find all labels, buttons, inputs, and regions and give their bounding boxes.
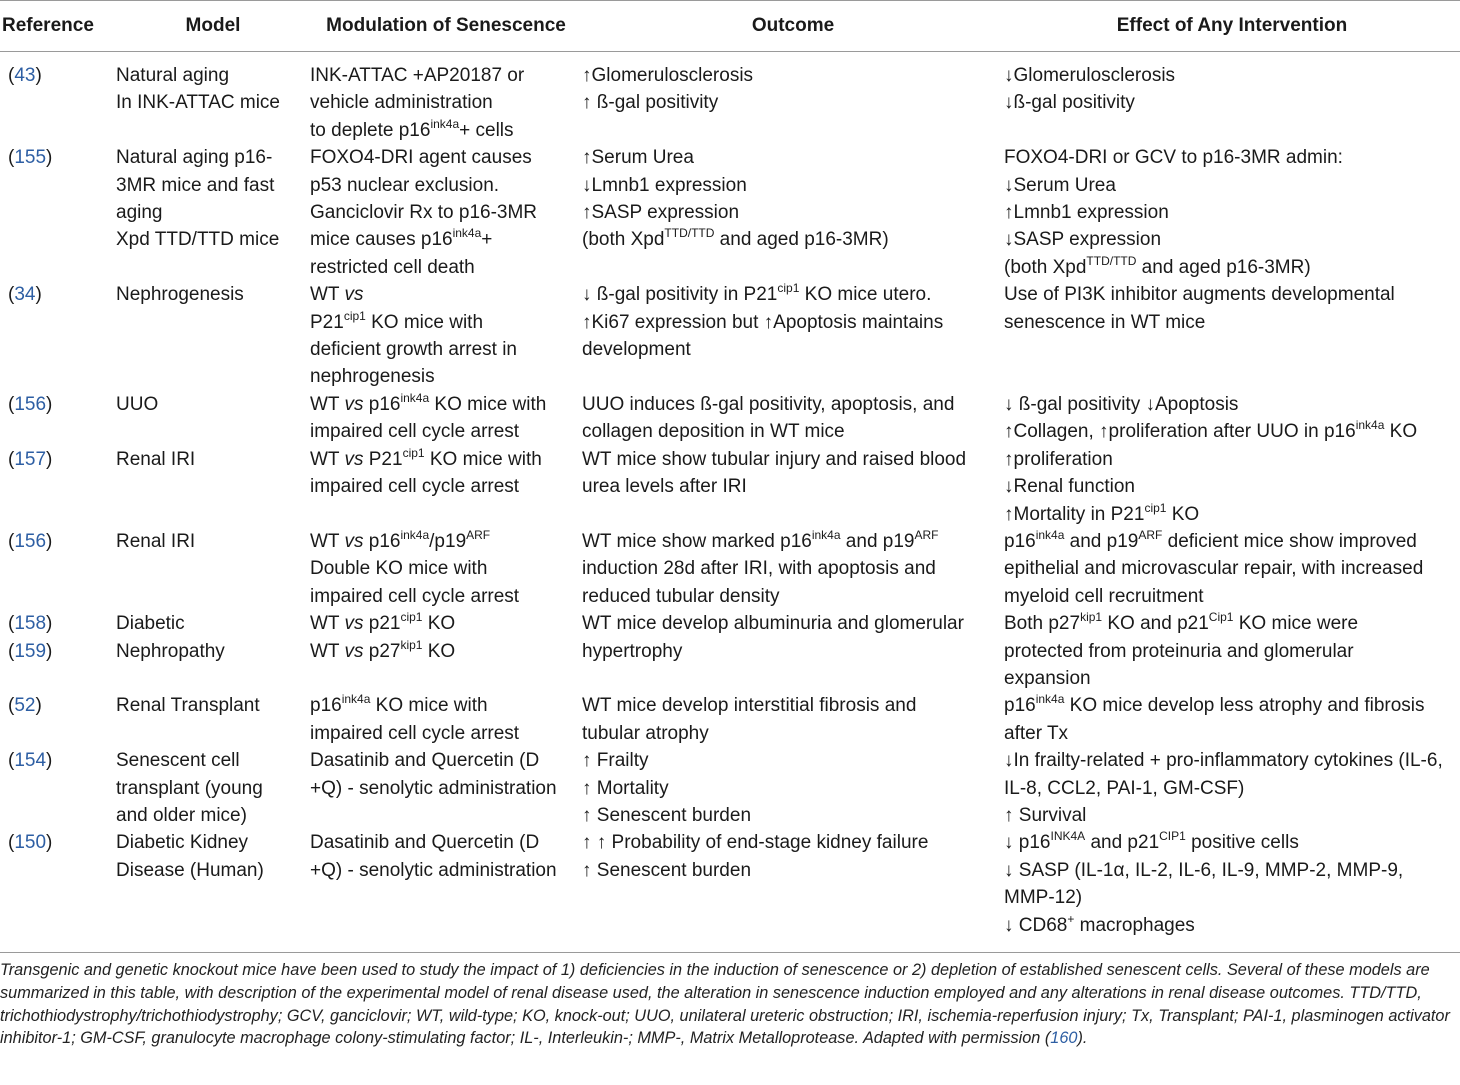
cell-modulation-line: vehicle administration — [310, 92, 493, 114]
cell-reference — [0, 52, 116, 145]
table-row — [0, 747, 1460, 829]
cell-effect-line: $p16^{ink4a}$ KO mice develop less atrophy and fibrosis — [1004, 692, 1425, 717]
cell-modulation — [310, 52, 582, 145]
cell-modulation-line: impaired cell cycle arrest — [310, 585, 520, 607]
cell-effect-line: ↑Mortality in $P21^{cip1}$ KO — [1004, 500, 1200, 525]
reference-citation: (155) — [8, 147, 53, 169]
reference-citation: (34) — [8, 284, 42, 306]
cell-model — [116, 747, 310, 829]
cell-modulation — [310, 281, 582, 391]
cell-modulation-line: impaired cell cycle arrest — [310, 722, 520, 744]
cell-modulation — [310, 144, 582, 281]
reference-link[interactable]: 155 — [14, 147, 47, 169]
cell-effect — [1004, 281, 1460, 391]
cell-effect-line: $p16^{ink4a}$ and $p19^{ARF}$ deficient mice show improved — [1004, 527, 1417, 552]
cell-effect-line: ↓ $p16^{INK4A}$ and $p21^{CIP1}$ positive cells — [1004, 829, 1299, 854]
cell-model-line: Xpd TTD/TTD mice — [116, 229, 280, 251]
header-row — [0, 1, 1460, 52]
reference-link[interactable]: 157 — [14, 448, 47, 470]
cell-model-line: Diabetic Kidney — [116, 832, 249, 854]
cell-effect — [1004, 52, 1460, 145]
cell-effect-line: Both $p27^{kip1}$ KO and $p21^{Cip1}$ KO mice were — [1004, 610, 1359, 635]
reference-link[interactable]: 34 — [14, 284, 36, 306]
cell-outcome-line: urea levels after IRI — [582, 476, 747, 498]
cell-model — [116, 528, 310, 610]
cell-modulation-line: Ganciclovir Rx to p16-3MR — [310, 202, 538, 224]
cell-modulation — [310, 446, 582, 528]
cell-modulation — [310, 747, 582, 829]
cell-outcome-line: induction 28d after IRI, with apoptosis and — [582, 558, 936, 580]
cell-modulation-line: Dasatinib and Quercetin (D — [310, 832, 540, 854]
table-row — [0, 610, 1460, 692]
cell-modulation-line: impaired cell cycle arrest — [310, 421, 520, 443]
cell-modulation-line: Dasatinib and Quercetin (D — [310, 750, 540, 772]
cell-effect-line: senescence in WT mice — [1004, 311, 1206, 333]
cell-effect-line: FOXO4-DRI or GCV to p16-3MR admin: — [1004, 147, 1343, 169]
cell-effect-line: ↓Renal function — [1004, 476, 1135, 498]
cell-model-line: and older mice) — [116, 804, 247, 826]
cell-modulation-line: INK-ATTAC +AP20187 or — [310, 65, 525, 86]
cell-effect-line: IL-8, CCL2, PAI-1, GM-CSF) — [1004, 777, 1245, 799]
cell-reference — [0, 144, 116, 281]
cell-model — [116, 281, 310, 391]
reference-link[interactable]: 156 — [14, 530, 47, 552]
header-effect: Effect of Any Intervention — [1004, 1, 1460, 52]
cell-modulation-line: WT vs — [310, 284, 364, 306]
cell-outcome-line: ↑ Mortality — [582, 777, 669, 799]
cell-effect-line: epithelial and microvascular repair, with increased — [1004, 558, 1424, 580]
reference-link[interactable]: 150 — [14, 832, 47, 854]
cell-reference — [0, 391, 116, 446]
cell-outcome — [582, 144, 1004, 281]
cell-model — [116, 52, 310, 145]
cell-model-line: Nephrogenesis — [116, 284, 244, 306]
reference-citation: (150) — [8, 832, 53, 854]
cell-effect-line: MMP-12) — [1004, 887, 1083, 909]
cell-effect — [1004, 692, 1460, 747]
cell-modulation — [310, 528, 582, 610]
cell-effect-line: ↓In frailty-related + pro-inflammatory cytokines (IL-6, — [1004, 750, 1443, 772]
cell-outcome-line: ↑ ↑ Probability of end-stage kidney failure — [582, 832, 929, 854]
cell-effect-line: ↓ß-gal positivity — [1004, 92, 1135, 114]
cell-modulation-line: +Q) - senolytic administration — [310, 777, 557, 799]
cell-model-line: Senescent cell — [116, 750, 240, 772]
cell-effect-line: ↓ CD68+ macrophages — [1004, 911, 1195, 936]
reference-citation: (52) — [8, 695, 42, 717]
cell-outcome-line: reduced tubular density — [582, 585, 780, 607]
cell-outcome — [582, 446, 1004, 528]
cell-effect-line: after Tx — [1004, 722, 1069, 744]
cell-model-line: Renal Transplant — [116, 695, 260, 717]
cell-modulation-line: nephrogenesis — [310, 366, 435, 388]
cell-effect — [1004, 528, 1460, 610]
cell-model-line: Renal IRI — [116, 530, 196, 552]
table-row — [0, 829, 1460, 939]
cell-model-line: 3MR mice and fast — [116, 174, 275, 196]
header-model: Model — [116, 1, 310, 52]
cell-effect — [1004, 391, 1460, 446]
cell-effect-line: ↓SASP expression — [1004, 229, 1162, 251]
cell-outcome-line: ↓Lmnb1 expression — [582, 174, 747, 196]
cell-modulation — [310, 829, 582, 939]
cell-modulation-line: p53 nuclear exclusion. — [310, 174, 500, 196]
cell-modulation — [310, 391, 582, 446]
cell-outcome-line: WT mice show marked $p16^{ink4a}$ and $p19^{ARF}$ — [582, 527, 939, 552]
cell-model — [116, 144, 310, 281]
cell-model-line: UUO — [116, 393, 159, 415]
table-row — [0, 528, 1460, 610]
reference-citation: (159) — [8, 640, 53, 662]
reference-link[interactable]: 43 — [14, 65, 36, 86]
footnote-end: ). — [1077, 1029, 1088, 1048]
cell-modulation-line: WT vs $p16^{ink4a}$ KO mice with — [310, 390, 547, 415]
cell-outcome-line: ↑ Senescent burden — [582, 859, 752, 881]
cell-outcome — [582, 692, 1004, 747]
cell-outcome-line: (both Xpd$^{TTD/TTD}$ and aged p16-3MR) — [582, 226, 889, 251]
footnote-text: Transgenic and genetic knockout mice have been used to study the impact of 1) deficiencies in the induction of senescence or 2) depletion of established senescent cells. Several of these models are summarized in this table, with description of the experimental model of renal disease used, the alteration in senescence induction employed and any alterations in renal disease outcomes. TTD/TTD, trichothiodystrophy/trichothiodystrophy; GCV, ganciclovir; WT, wild-type; KO, knock-out; UUO, unilateral ureteric obstruction; IRI, ischemia-reperfusion injury; Tx, Transplant; PAI-1, plasminogen activator inhibitor-1; GM-CSF, granulocyte macrophage colony-stimulating factor; IL-, Interleukin-; MMP-, Matrix Metalloprotease. Adapted with permission ( — [0, 961, 1450, 1048]
cell-outcome-line: ↑ Senescent burden — [582, 804, 752, 826]
cell-modulation-line: WT vs $p21^{cip1}$ KO — [310, 610, 456, 635]
cell-modulation-line: +Q) - senolytic administration — [310, 859, 557, 881]
cell-effect-line: ↓ ß-gal positivity ↓Apoptosis — [1004, 393, 1239, 415]
cell-effect — [1004, 144, 1460, 281]
cell-effect-line: ↑proliferation — [1004, 448, 1113, 470]
cell-reference — [0, 829, 116, 939]
table-row — [0, 144, 1460, 281]
cell-modulation-line: $p16^{ink4a}$ KO mice with — [310, 692, 488, 717]
cell-modulation-line: WT vs $P21^{cip1}$ KO mice with — [310, 445, 542, 470]
reference-citation: (158) — [8, 613, 53, 635]
cell-outcome-line: ↑ ß-gal positivity — [582, 92, 719, 114]
cell-modulation-line: Double KO mice with — [310, 558, 488, 580]
cell-modulation-line: WT vs $p27^{kip1}$ KO — [310, 637, 456, 662]
cell-effect-line: (both Xpd$^{TTD/TTD}$ and aged p16-3MR) — [1004, 253, 1311, 278]
cell-outcome — [582, 391, 1004, 446]
reference-citation: (154) — [8, 750, 53, 772]
cell-effect-line: ↑Collagen, ↑proliferation after UUO in $p16^{ink4a}$ KO — [1004, 418, 1418, 443]
cell-outcome-line: ↑Serum Urea — [582, 147, 694, 169]
table-row — [0, 692, 1460, 747]
cell-model — [116, 692, 310, 747]
cell-modulation — [310, 610, 582, 692]
cell-outcome-line: ↓ ß-gal positivity in $P21^{cip1}$ KO mice utero. — [582, 281, 932, 306]
reference-citation: (156) — [8, 393, 53, 415]
reference-link[interactable]: 52 — [14, 695, 36, 717]
header-modulation: Modulation of Senescence — [310, 1, 582, 52]
cell-outcome-line: WT mice show tubular injury and raised blood — [582, 448, 967, 470]
cell-effect-line: expansion — [1004, 667, 1091, 689]
footnote-reference-link[interactable]: 160 — [1050, 1029, 1078, 1048]
table-row — [0, 52, 1460, 145]
cell-outcome-line: ↑SASP expression — [582, 202, 740, 224]
cell-outcome — [582, 528, 1004, 610]
table-footnote — [0, 952, 1460, 1050]
cell-model — [116, 446, 310, 528]
cell-modulation-line: $P21^{cip1}$ KO mice with — [310, 308, 484, 333]
cell-effect-line: ↓Serum Urea — [1004, 174, 1116, 196]
header-reference: Reference — [0, 1, 116, 52]
cell-outcome-line: WT mice develop interstitial fibrosis and — [582, 695, 917, 717]
reference-link[interactable]: 158 — [14, 613, 47, 635]
cell-effect — [1004, 610, 1460, 692]
cell-reference — [0, 528, 116, 610]
cell-model-line: Disease (Human) — [116, 859, 264, 881]
table-row — [0, 281, 1460, 391]
cell-outcome-line: development — [582, 339, 691, 361]
reference-link[interactable]: 154 — [14, 750, 47, 772]
cell-effect-line: ↓ SASP (IL-1α, IL-2, IL-6, IL-9, MMP-2, MMP-9, — [1004, 859, 1404, 881]
cell-model-line: aging — [116, 202, 163, 224]
cell-model-line: Renal IRI — [116, 448, 196, 470]
cell-outcome-line: WT mice develop albuminuria and glomerular — [582, 613, 964, 635]
cell-modulation-line: deficient growth arrest in — [310, 339, 517, 361]
table-row — [0, 446, 1460, 528]
cell-outcome — [582, 281, 1004, 391]
cell-modulation-line: to deplete $p16^{ink4a}+$ cells — [310, 116, 514, 141]
cell-model-line: In INK-ATTAC mice — [116, 92, 280, 114]
cell-model-line: Nephropathy — [116, 640, 225, 662]
header-outcome: Outcome — [582, 1, 1004, 52]
cell-reference — [0, 610, 116, 692]
cell-effect-line: protected from proteinuria and glomerular — [1004, 640, 1354, 662]
cell-model-line: transplant (young — [116, 777, 263, 799]
cell-outcome — [582, 52, 1004, 145]
cell-model — [116, 610, 310, 692]
cell-model-line: Natural aging — [116, 65, 230, 86]
cell-effect-line: Use of PI3K inhibitor augments developmental — [1004, 284, 1395, 306]
reference-citation: (157) — [8, 448, 53, 470]
cell-outcome-line: ↑Ki67 expression but ↑Apoptosis maintains — [582, 311, 944, 333]
cell-effect-line: ↑ Survival — [1004, 804, 1087, 826]
cell-outcome-line: UUO induces ß-gal positivity, apoptosis, and — [582, 393, 955, 415]
cell-effect-line: ↓Glomerulosclerosis — [1004, 65, 1176, 86]
cell-outcome-line: tubular atrophy — [582, 722, 709, 744]
reference-link[interactable]: 159 — [14, 640, 47, 662]
cell-reference — [0, 446, 116, 528]
cell-outcome-line: ↑Glomerulosclerosis — [582, 65, 754, 86]
cell-model-line: Diabetic — [116, 613, 185, 635]
cell-model — [116, 829, 310, 939]
reference-citation: (43) — [8, 65, 42, 86]
cell-modulation-line: mice causes $p16^{ink4a}+$ — [310, 226, 493, 251]
cell-effect — [1004, 747, 1460, 829]
cell-reference — [0, 747, 116, 829]
cell-outcome-line: hypertrophy — [582, 640, 683, 662]
cell-reference — [0, 692, 116, 747]
cell-outcome-line: collagen deposition in WT mice — [582, 421, 845, 443]
cell-modulation-line: FOXO4-DRI agent causes — [310, 147, 532, 169]
cell-outcome — [582, 610, 1004, 692]
cell-model — [116, 391, 310, 446]
table-row — [0, 391, 1460, 446]
cell-reference — [0, 281, 116, 391]
cell-effect — [1004, 829, 1460, 939]
cell-effect — [1004, 446, 1460, 528]
cell-modulation — [310, 692, 582, 747]
cell-effect-line: myeloid cell recruitment — [1004, 585, 1204, 607]
cell-outcome-line: ↑ Frailty — [582, 750, 649, 772]
cell-outcome — [582, 829, 1004, 939]
cell-model-line: Natural aging p16- — [116, 147, 273, 169]
cell-modulation-line: restricted cell death — [310, 256, 475, 278]
cell-modulation-line: impaired cell cycle arrest — [310, 476, 520, 498]
cell-effect-line: ↑Lmnb1 expression — [1004, 202, 1169, 224]
reference-citation: (156) — [8, 530, 53, 552]
cell-outcome — [582, 747, 1004, 829]
reference-link[interactable]: 156 — [14, 393, 47, 415]
cell-modulation-line: WT vs $p16^{ink4a}/p19^{ARF}$ — [310, 527, 491, 552]
